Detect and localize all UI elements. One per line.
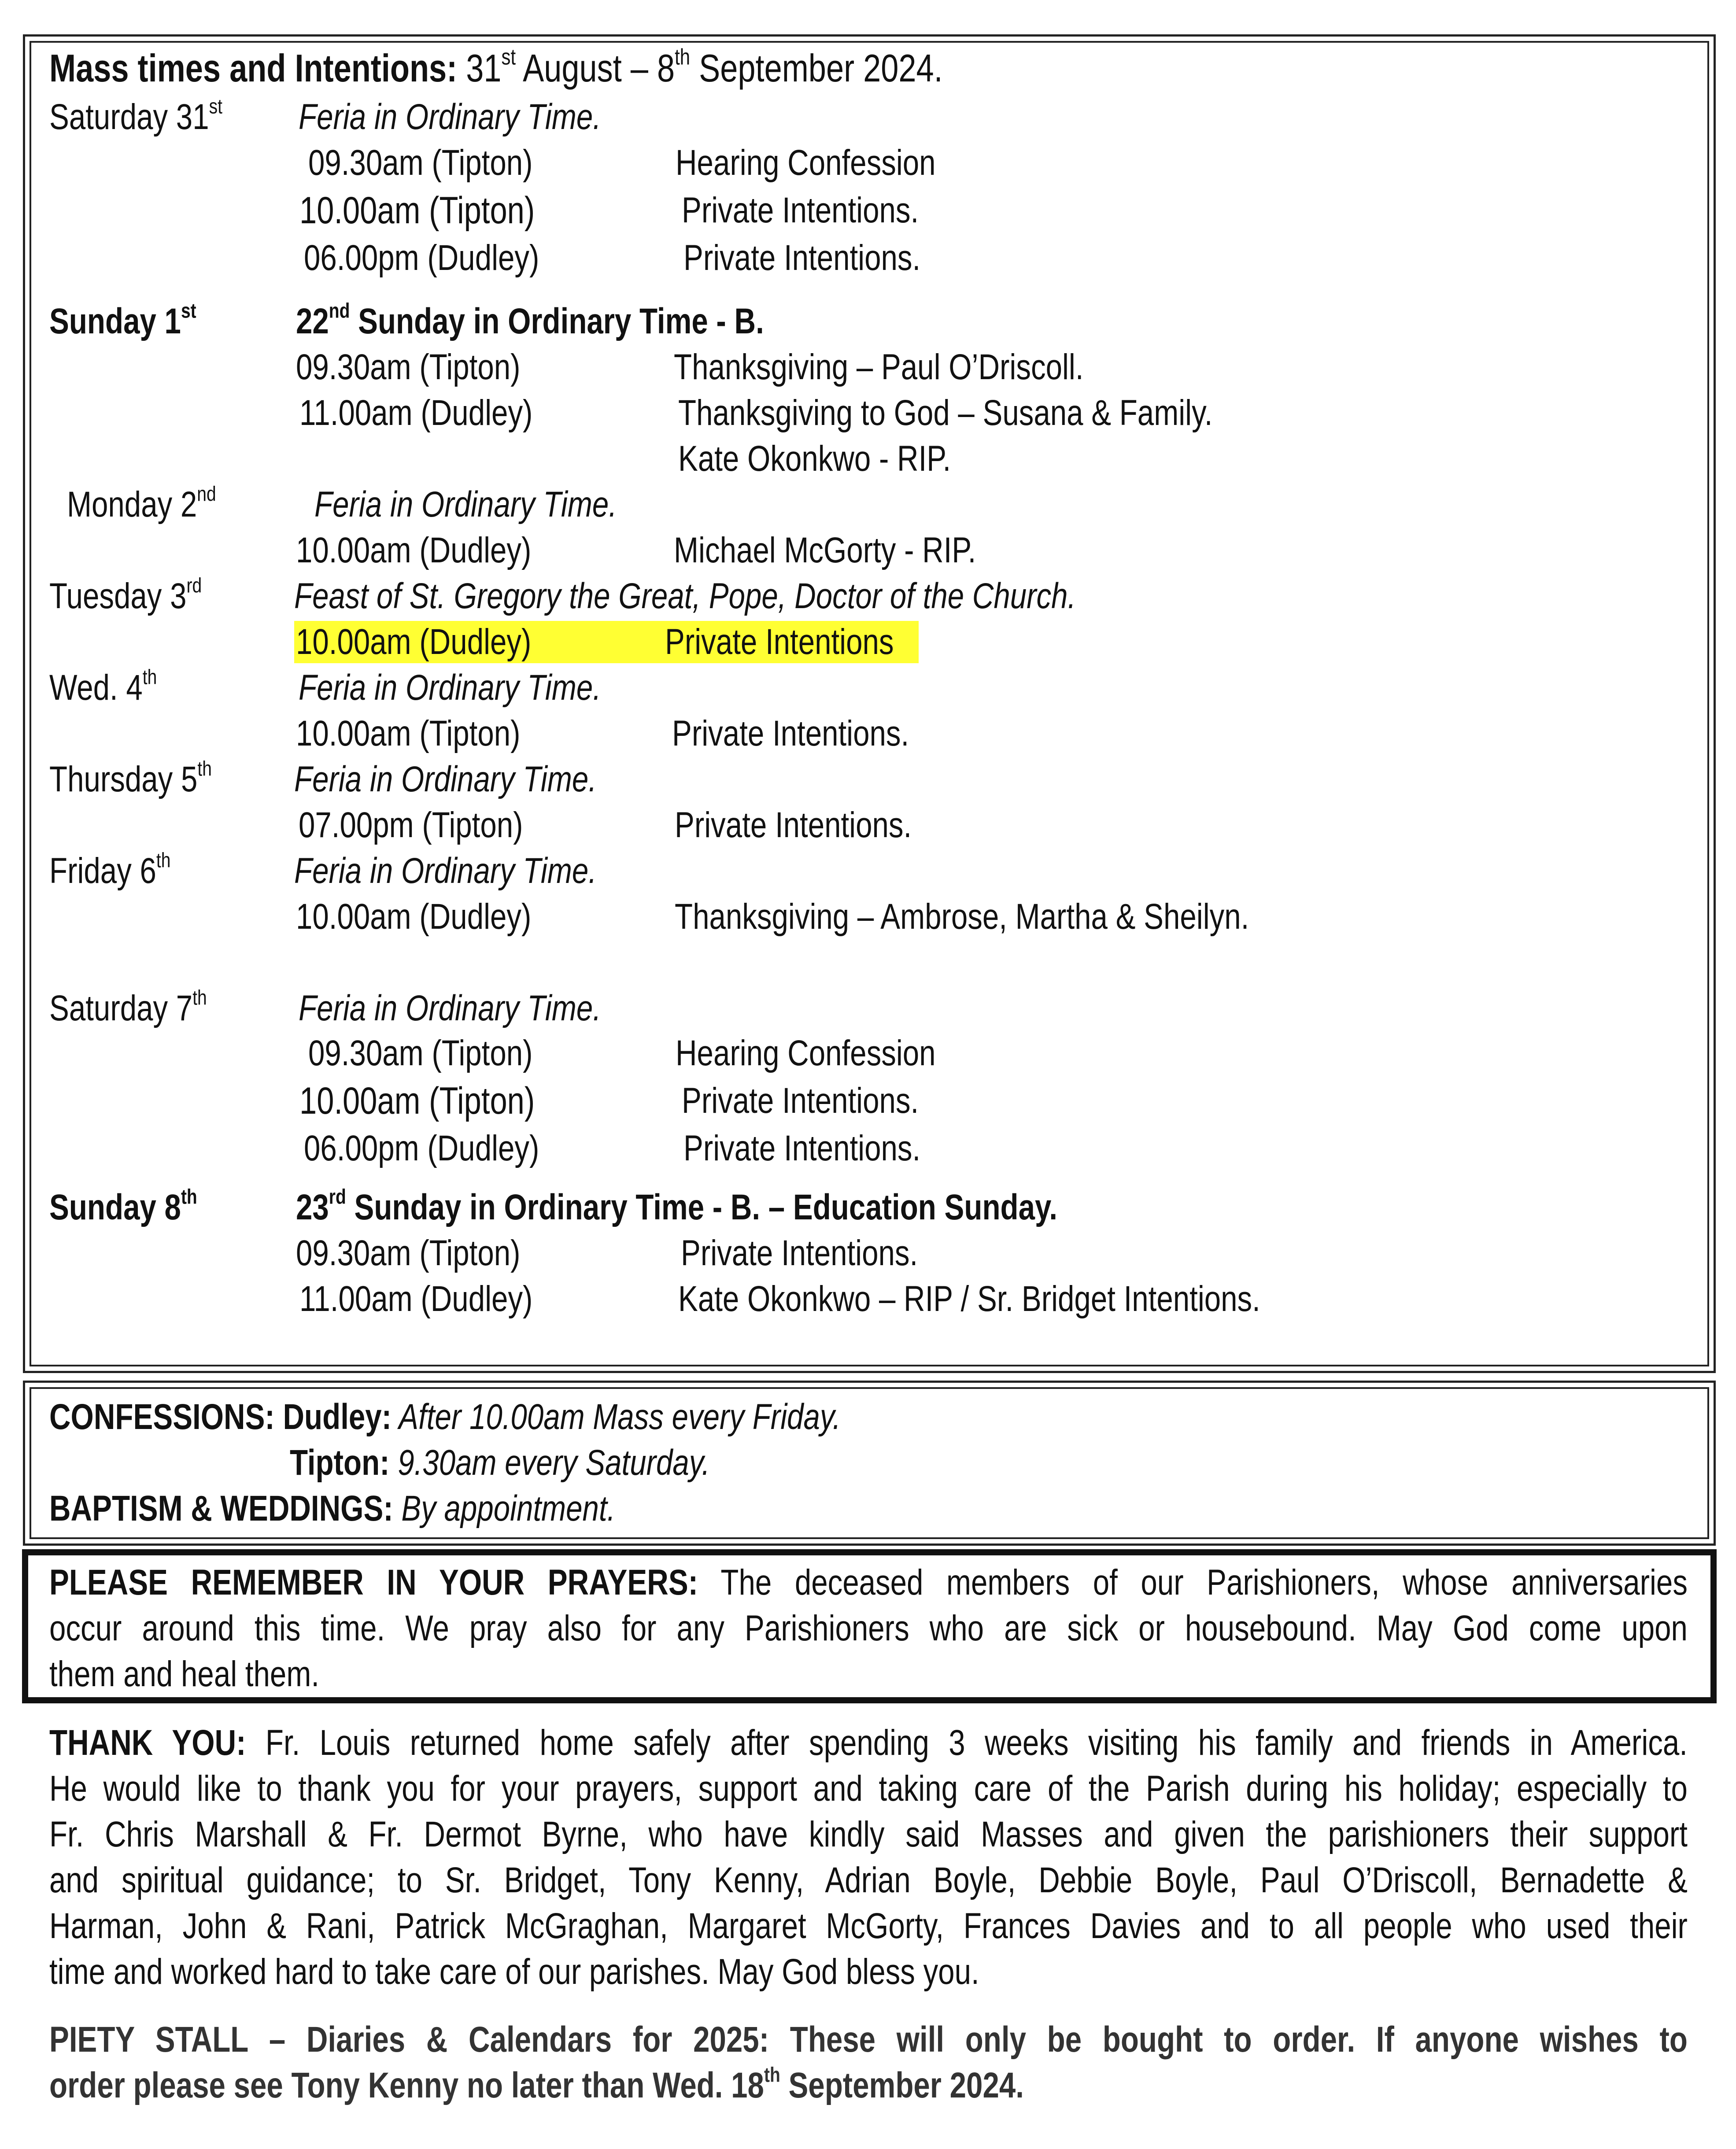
day-label: Tuesday 3rd	[49, 574, 202, 616]
mass-time: 10.00am (Tipton)	[299, 1080, 535, 1122]
confessions-line: CONFESSIONS: Dudley: After 10.00am Mass every Friday.	[49, 1397, 841, 1437]
mass-times-box	[23, 34, 1716, 1373]
day-label: Wed. 4th	[49, 665, 157, 708]
prayers-paragraph: PLEASE REMEMBER IN YOUR PRAYERS: The deceased members of our Parishioners, whose anniversaries occur around this time. We pray also for any Parishioners who are sick or housebound. May God come upon them and heal them.	[49, 1562, 1688, 1694]
day-label: Saturday 7th	[49, 986, 207, 1028]
mass-intention: Private Intentions	[665, 622, 894, 662]
mass-time: 10.00am (Tipton)	[299, 189, 535, 232]
mass-intention: Thanksgiving to God – Susana & Family.	[678, 393, 1213, 433]
mass-time: 10.00am (Tipton)	[296, 713, 521, 753]
day-label: Friday 6th	[49, 849, 171, 891]
thank-you-paragraph: THANK YOU: Fr. Louis returned home safely after spending 3 weeks visiting his family and friends in America. He would like to thank you for your prayers, support and taking care of the Parish during his holiday; especially to Fr. Chris Marshall & Fr. Dermot Byrne, who have kindly said Masses and given the parishioners their support and spiritual guidance; to Sr. Bridget, Tony Kenny, Adrian Boyle, Debbie Boyle, Paul O’Driscoll, Bernadette & Harman, John & Rani, Patrick McGraghan, Margaret McGorty, Frances Davies and to all people who used their time and worked hard to take care of our parishes. May God bless you.	[49, 1723, 1688, 1992]
mass-time: 09.30am (Tipton)	[296, 347, 521, 387]
day-label: Monday 2nd	[67, 482, 216, 524]
day-label: Thursday 5th	[49, 757, 212, 799]
confessions-tipton-line: Tipton: 9.30am every Saturday.	[290, 1443, 710, 1483]
mass-time: 09.30am (Tipton)	[308, 1033, 533, 1073]
mass-intention: Thanksgiving – Paul O’Driscoll.	[674, 347, 1084, 387]
day-label: Sunday 8th	[49, 1185, 197, 1227]
feast-label: Feria in Ordinary Time.	[294, 759, 597, 799]
mass-intention: Private Intentions.	[682, 1081, 919, 1121]
feast-label: Feria in Ordinary Time.	[299, 988, 601, 1028]
mass-time: 09.30am (Tipton)	[296, 1233, 521, 1273]
mass-intention: Michael McGorty - RIP.	[674, 530, 976, 570]
mass-time: 10.00am (Dudley)	[296, 897, 532, 937]
baptism-line: BAPTISM & WEDDINGS: By appointment.	[49, 1488, 616, 1529]
feast-label: Feria in Ordinary Time.	[299, 668, 601, 708]
mass-intention: Private Intentions.	[681, 1233, 918, 1273]
mass-time: 10.00am (Dudley)	[296, 530, 532, 570]
feast-label: Feast of St. Gregory the Great, Pope, Doctor of the Church.	[294, 576, 1076, 616]
mass-time: 06.00pm (Dudley)	[304, 1128, 539, 1168]
feast-label: Feria in Ordinary Time.	[299, 97, 601, 137]
mass-time: 06.00pm (Dudley)	[304, 238, 539, 278]
mass-intention: Private Intentions.	[672, 713, 909, 753]
mass-intention: Private Intentions.	[683, 1128, 921, 1168]
mass-intention: Private Intentions.	[683, 238, 921, 278]
feast-label: 22nd Sunday in Ordinary Time - B.	[296, 299, 764, 341]
mass-time: 09.30am (Tipton)	[308, 143, 533, 183]
mass-time: 10.00am (Dudley)	[296, 622, 532, 662]
mass-time: 11.00am (Dudley)	[299, 393, 533, 433]
mass-time: 11.00am (Dudley)	[299, 1279, 533, 1319]
mass-time: 07.00pm (Tipton)	[299, 805, 523, 845]
mass-intention: Hearing Confession	[676, 1033, 936, 1073]
feast-label: Feria in Ordinary Time.	[314, 484, 617, 524]
feast-label: Feria in Ordinary Time.	[294, 851, 597, 891]
mass-intention: Kate Okonkwo - RIP.	[678, 439, 951, 479]
mass-intention: Private Intentions.	[675, 805, 912, 845]
mass-intention: Thanksgiving – Ambrose, Martha & Sheilyn.	[675, 897, 1249, 937]
mass-heading: Mass times and Intentions: 31st August – 8th September 2024.	[49, 44, 943, 90]
mass-intention: Kate Okonkwo – RIP / Sr. Bridget Intentions.	[678, 1279, 1260, 1319]
piety-stall-paragraph: PIETY STALL – Diaries & Calendars for 2025: These will only be bought to order. If anyone wishes to order please see Tony Kenny no later than Wed. 18th September 2024.	[49, 2020, 1688, 2105]
day-label: Sunday 1st	[49, 299, 196, 341]
mass-intention: Hearing Confession	[676, 143, 936, 183]
mass-intention: Private Intentions.	[682, 190, 919, 230]
day-label: Saturday 31st	[49, 95, 222, 137]
feast-label: 23rd Sunday in Ordinary Time - B. – Education Sunday.	[296, 1185, 1058, 1227]
